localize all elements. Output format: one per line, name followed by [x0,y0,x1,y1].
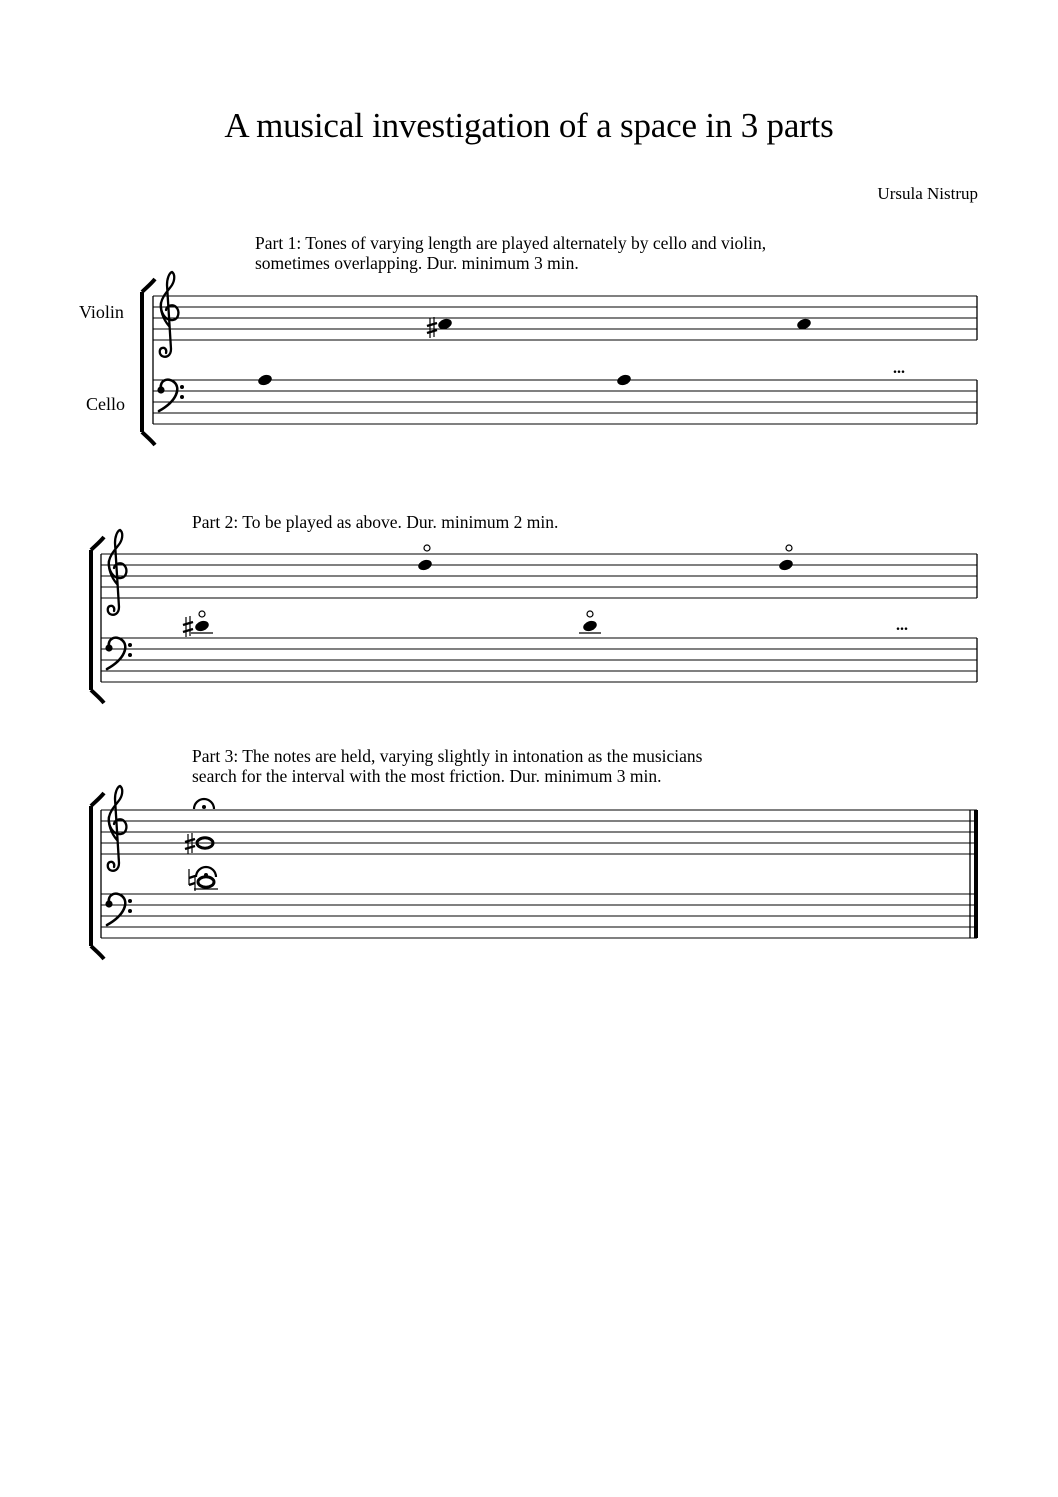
whole-note [198,877,214,887]
instruction-line: Part 3: The notes are held, varying slightly in intonation as the musicians [192,746,703,766]
system-3 [91,786,978,959]
cello-staff [101,894,977,938]
cello-staff [101,638,977,682]
note [616,373,632,387]
harmonic-circle-icon [199,611,205,617]
fermata-icon [194,799,214,809]
instruction-line: sometimes overlapping. Dur. minimum 3 min. [255,253,579,273]
harmonic-circle-icon [424,545,430,551]
treble-clef-icon [160,272,179,357]
cello-label: Cello [86,394,125,414]
harmonic-circle-icon [786,545,792,551]
violin-label: Violin [79,302,124,322]
violin-staff [153,296,977,340]
treble-clef-icon [108,530,127,615]
instruction-line: search for the interval with the most friction. Dur. minimum 3 min. [192,766,662,786]
final-barline-thick [974,810,978,938]
composer-name: Ursula Nistrup [877,184,978,203]
bass-clef-icon [105,638,132,669]
sharp-icon [427,317,437,338]
continuation-mark: ... [896,617,908,634]
violin-staff [101,810,977,854]
note [257,373,273,387]
instruction-line: Part 1: Tones of varying length are played alternately by cello and violin, [255,233,767,253]
note [417,558,433,572]
bass-clef-icon [157,380,184,411]
brace [91,793,104,959]
continuation-mark: ... [893,360,905,377]
natural-icon [189,869,195,891]
cello-staff [153,380,977,424]
harmonic-circle-icon [587,611,593,617]
sharp-icon [183,616,193,637]
brace [91,537,104,703]
note [778,558,794,572]
instruction-line: Part 2: To be played as above. Dur. minimum 2 min. [192,512,559,532]
bass-clef-icon [105,894,132,925]
note [194,619,210,633]
system-1 [142,272,977,445]
note [582,619,598,633]
treble-clef-icon [108,786,127,871]
score-title: A musical investigation of a space in 3 parts [224,106,834,145]
system-2 [91,530,977,703]
violin-staff [101,554,977,598]
